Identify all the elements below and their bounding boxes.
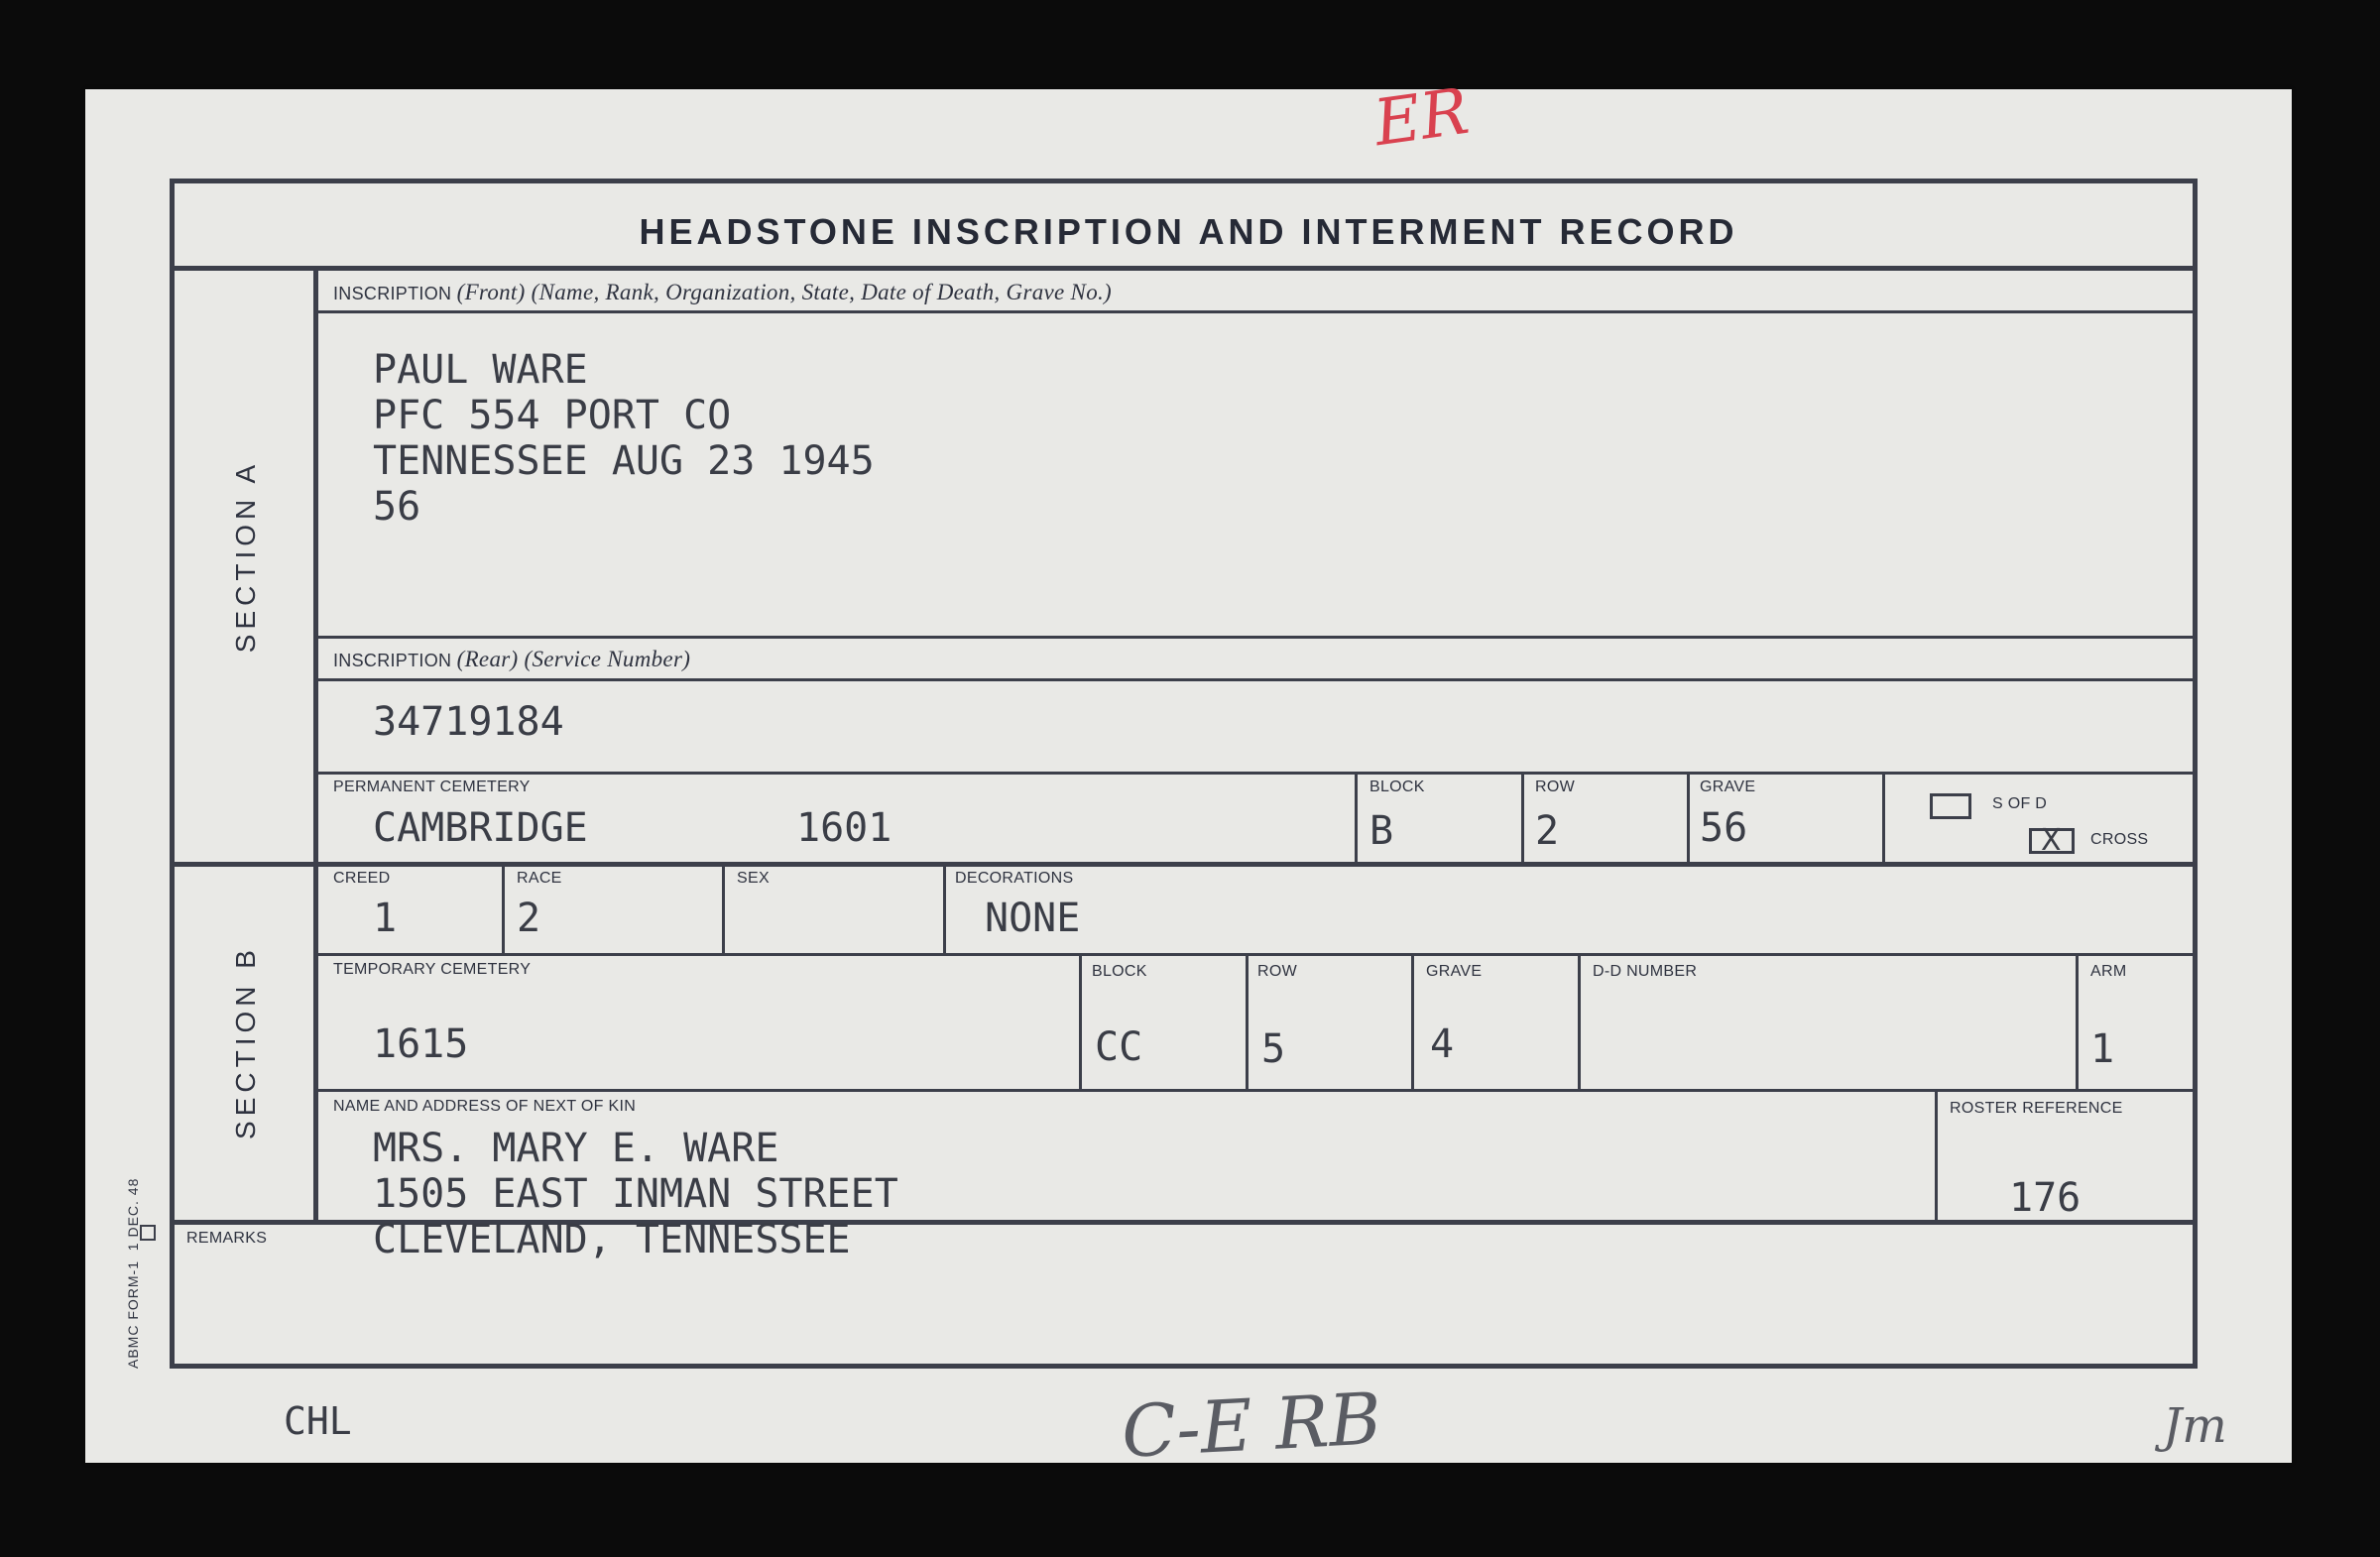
perm-row-value: 2 — [1535, 808, 1560, 854]
perm-block-value: B — [1369, 808, 1394, 854]
section-b-label: SECTION B — [230, 945, 261, 1139]
temp-block-label: BLOCK — [1092, 963, 1147, 980]
rule-temp-grave — [1411, 953, 1414, 1090]
rule-front-label — [318, 310, 2198, 313]
roster-reference-label: ROSTER REFERENCE — [1950, 1100, 2123, 1117]
front-line-rank: PFC 554 PORT CO — [373, 393, 732, 438]
kin-line-city: CLEVELAND, TENNESSEE — [373, 1217, 851, 1262]
front-line-name: PAUL WARE — [373, 347, 588, 393]
decorations-value: NONE — [985, 896, 1081, 941]
temp-grave-value: 4 — [1430, 1021, 1455, 1067]
temporary-cemetery-value: 1615 — [373, 1021, 469, 1067]
rule-perm-type — [1882, 772, 1885, 863]
rule-perm-row — [1521, 772, 1524, 863]
rule-sex-dec — [943, 862, 946, 954]
form-frame — [170, 179, 2198, 1369]
service-number: 34719184 — [373, 699, 564, 745]
creed-value: 1 — [373, 896, 398, 941]
footer-code: CHL — [284, 1399, 352, 1443]
next-of-kin-label: NAME AND ADDRESS OF NEXT OF KIN — [333, 1098, 637, 1115]
kin-line-name: MRS. MARY E. WARE — [373, 1126, 779, 1171]
arm-label: ARM — [2090, 963, 2127, 980]
rule-temp-block — [1079, 953, 1082, 1090]
rule-rear-bottom — [318, 772, 2198, 775]
cross-label: CROSS — [2090, 831, 2149, 848]
rule-temp-dd — [1578, 953, 1581, 1090]
corner-initials: Jm — [2163, 1398, 2227, 1454]
permanent-cemetery-label: PERMANENT CEMETERY — [333, 778, 531, 795]
rule-rear-label — [318, 678, 2198, 681]
rule-front-bottom — [318, 636, 2198, 639]
inscription-front-label: INSCRIPTION (Front) (Name, Rank, Organization, State, Date of Death, Grave No.) — [333, 280, 1113, 304]
top-initials: ER — [1369, 74, 1474, 162]
form-id-checkbox[interactable] — [140, 1225, 156, 1241]
perm-grave-label: GRAVE — [1700, 778, 1756, 795]
rule-temp-row — [1246, 953, 1249, 1090]
arm-value: 1 — [2090, 1026, 2115, 1072]
temp-grave-label: GRAVE — [1426, 963, 1483, 980]
bottom-initials: C-E RB — [1119, 1377, 1384, 1474]
rule-race-sex — [722, 862, 725, 954]
record-card — [85, 74, 2292, 1474]
s-of-d-checkbox[interactable] — [1930, 793, 1971, 819]
front-line-grave: 56 — [373, 484, 421, 530]
dd-number-label: D-D NUMBER — [1593, 963, 1698, 980]
temp-row-value: 5 — [1261, 1026, 1286, 1072]
temp-block-value: CC — [1095, 1024, 1143, 1070]
perm-row-label: ROW — [1535, 778, 1576, 795]
inscription-front-text — [373, 347, 875, 530]
kin-line-street: 1505 EAST INMAN STREET — [373, 1171, 898, 1217]
race-label: RACE — [517, 870, 562, 887]
rule-perm-grave — [1687, 772, 1690, 863]
front-line-state-date: TENNESSEE AUG 23 1945 — [373, 438, 875, 484]
perm-grave-value: 56 — [1700, 805, 1748, 851]
inscription-rear-label: INSCRIPTION (Rear) (Service Number) — [333, 647, 691, 671]
cross-checkbox[interactable] — [2029, 823, 2075, 858]
rule-creed-bottom — [318, 953, 2198, 956]
rule-temp-arm — [2076, 953, 2079, 1090]
next-of-kin-text — [373, 1126, 898, 1262]
decorations-label: DECORATIONS — [955, 870, 1074, 887]
form-title: HEADSTONE INSCRIPTION AND INTERMENT RECORD — [639, 211, 1738, 252]
temporary-cemetery-label: TEMPORARY CEMETERY — [333, 961, 532, 978]
perm-block-label: BLOCK — [1369, 778, 1425, 795]
remarks-label: REMARKS — [186, 1230, 268, 1247]
rule-kin-roster — [1935, 1089, 1938, 1221]
form-id: ABMC FORM-1 1 DEC. 48 — [125, 1177, 141, 1369]
permanent-cemetery-value: CAMBRIDGE — [373, 805, 588, 851]
sex-label: SEX — [737, 870, 770, 887]
roster-reference-value: 176 — [2009, 1175, 2082, 1221]
s-of-d-label: S OF D — [1992, 795, 2048, 812]
race-value: 2 — [517, 896, 541, 941]
rule-under-title — [175, 266, 2198, 271]
cross-mark: X — [2041, 823, 2062, 858]
rule-perm-block — [1355, 772, 1358, 863]
rule-section-divider — [175, 862, 2198, 867]
temp-row-label: ROW — [1257, 963, 1298, 980]
section-a-label: SECTION A — [230, 459, 261, 654]
rule-temp-bottom — [318, 1089, 2198, 1092]
rule-section-column — [313, 266, 318, 1221]
rule-creed-race — [502, 862, 505, 954]
permanent-cemetery-code: 1601 — [796, 805, 892, 851]
creed-label: CREED — [333, 870, 391, 887]
